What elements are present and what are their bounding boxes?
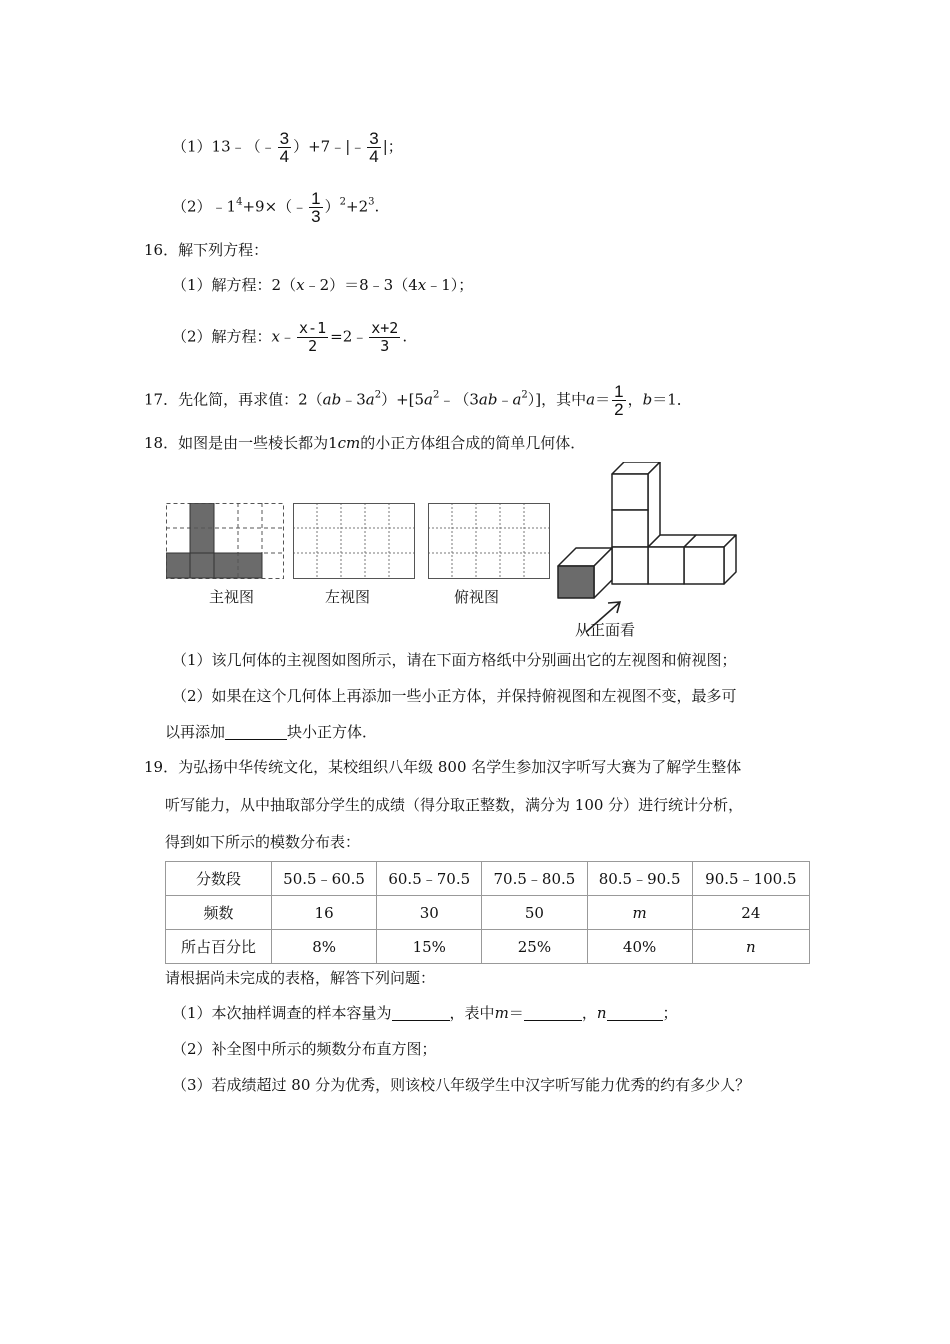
front-view-shaded-cell (190, 528, 214, 553)
answer-blank (392, 1004, 450, 1021)
fraction-1-2: $\frac{1}{2}$ (614, 382, 624, 419)
table-cell: 所占百分比 (166, 930, 272, 964)
table-cell: 50 (482, 896, 587, 930)
p18-q2-cont: 以再添加 块小正方体． (165, 723, 378, 741)
p15-line1: （1）13﹣（﹣ $\frac{3}{4}$ ）+7﹣|﹣ $\frac{3}{4}$ |； (172, 129, 403, 166)
front-view-shaded-cell (166, 553, 190, 578)
top-view-grid (428, 503, 550, 579)
p18-q2: （2）如果在这个几何体上再添加一些小正方体，并保持俯视图和左视图不变，最多可 (172, 687, 737, 705)
label-view-from-front: 从正面看 (575, 621, 636, 639)
p19-after-table: 请根据尚未完成的表格，解答下列问题： (165, 969, 436, 987)
p15-line2: $(2)﹣1^4+9\times(﹣$ $\frac{1}{3}$ ）$^2+2^3$. (172, 189, 380, 226)
table-cell: 15% (377, 930, 482, 964)
table-row (166, 862, 810, 896)
table-cell: 25% (482, 930, 587, 964)
p19-line1: 19．为弘扬中华传统文化，某校组织八年级 800 名学生参加汉字听写大赛为了解学生整体 (144, 758, 742, 776)
table-cell: 30 (377, 896, 482, 930)
answer-blank (607, 1004, 663, 1021)
fraction-x-1-over-2: $\frac{x-1}{2}$ (299, 319, 327, 355)
table-cell: 80.5﹣90.5 (587, 862, 692, 896)
table-cell: n (692, 930, 809, 964)
fraction-3-4: $\frac{3}{4}$ (279, 129, 290, 166)
table-cell: 90.5﹣100.5 (692, 862, 809, 896)
table-cell: 40% (587, 930, 692, 964)
p19-q1: （1）本次抽样调查的样本容量为 ，表中m＝ ，n ； (172, 1004, 678, 1022)
cube-solid-figure (556, 462, 742, 638)
label-left-view: 左视图 (325, 588, 371, 606)
answer-blank (225, 723, 287, 740)
p16-line1: （1）解方程：2（x﹣2）＝8﹣3（4x﹣1）； (172, 276, 474, 294)
front-view-shaded-cell (238, 553, 262, 578)
p18-q1: （1）该几何体的主视图如图所示，请在下面方格纸中分别画出它的左视图和俯视图； (172, 651, 737, 669)
p19-line3: 得到如下所示的模数分布表： (165, 833, 361, 851)
table-row (166, 896, 810, 930)
p19-line2: 听写能力，从中抽取部分学生的成绩（得分取正整数，满分为 100 分）进行统计分析， (165, 796, 744, 814)
left-view-grid (293, 503, 415, 579)
front-view-shaded-cell (190, 553, 214, 578)
fraction-x+2-over-3: $\frac{x+2}{3}$ (371, 319, 399, 355)
table-cell: 24 (692, 896, 809, 930)
table-cell: 50.5﹣60.5 (272, 862, 377, 896)
p16-line2: （2）解方程：x﹣ $\frac{x-1}{2}$ =2﹣ $\frac{x+2}{3}$ . (172, 319, 408, 355)
frequency-table (165, 861, 810, 964)
p19-q2: （2）补全图中所示的频数分布直方图； (172, 1040, 437, 1058)
answer-blank (524, 1004, 582, 1021)
label-front-view: 主视图 (209, 588, 255, 606)
table-cell: 16 (272, 896, 377, 930)
table-cell: m (587, 896, 692, 930)
p19-q3: （3）若成绩超过 80 分为优秀，则该校八年级学生中汉字听写能力优秀的约有多少人？ (172, 1076, 751, 1094)
front-view-shaded-cell (190, 503, 214, 528)
label-top-view: 俯视图 (454, 588, 500, 606)
front-view-grid (166, 503, 284, 579)
table-cell: 60.5﹣70.5 (377, 862, 482, 896)
p18-title: 18．如图是由一些棱长都为1cm的小正方体组合成的简单几何体． (144, 434, 586, 452)
fraction-1-3: $\frac{1}{3}$ (311, 189, 321, 226)
table-cell: 8% (272, 930, 377, 964)
p16-title: 16．解下列方程： (144, 241, 269, 259)
p17-line: 17．先化简，再求值：$2(ab﹣3a^2)+[5a^2﹣(3ab﹣a^2)]$，其中a＝ $\frac{1}{2}$ ，b＝1． (144, 382, 692, 419)
table-cell: 频数 (166, 896, 272, 930)
table-row (166, 930, 810, 964)
table-cell: 70.5﹣80.5 (482, 862, 587, 896)
fraction-3-4-abs: $\frac{3}{4}$ (369, 129, 379, 166)
front-view-shaded-cell (214, 553, 238, 578)
table-cell: 分数段 (166, 862, 272, 896)
